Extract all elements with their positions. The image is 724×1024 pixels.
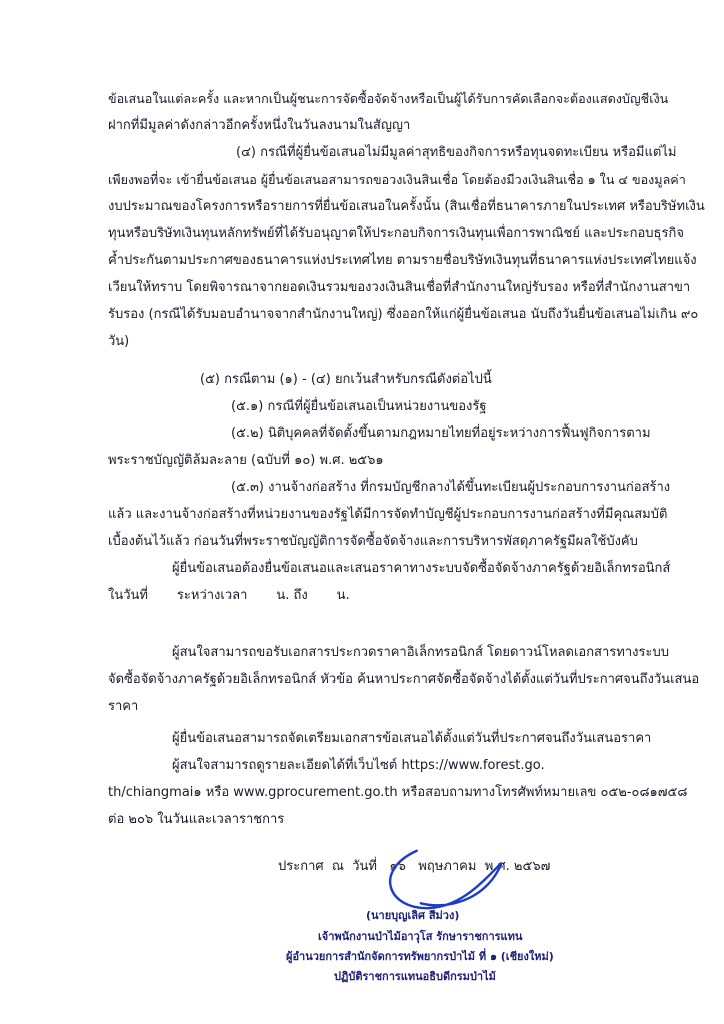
text-line: จัดซื้อจัดจ้างภาครัฐด้วยอิเล็กทรอนิกส์ หัวข้อ ค้นหาประกาศจัดซื้อจัดจ้างได้ตั้งแต่วันที่ประกาศจนถึงวันเสนอ	[108, 672, 700, 687]
text-line: วัน)	[108, 334, 130, 349]
text-line: (๕.๒) นิติบุคคลที่จัดตั้งขึ้นตามกฎหมายไทยที่อยู่ระหว่างการฟื้นฟูกิจการตาม	[231, 426, 651, 441]
signatory-name: (นายบุญเลิศ สีม่วง)	[366, 909, 460, 922]
text-line: ข้อเสนอในแต่ละครั้ง และหากเป็นผู้ชนะการจัดซื้อจัดจ้างหรือเป็นผู้ได้รับการคัดเลือกจะต้องแสดงบัญชีเงิน	[108, 91, 669, 106]
text-line: ต่อ ๒๐๖ ในวันและเวลาราชการ	[108, 812, 285, 827]
text-line: ผู้สนใจสามารถดูรายละเอียดได้ที่เว็บไซต์ https://www.forest.go.	[172, 758, 545, 773]
text-line: แล้ว และงานจ้างก่อสร้างที่หน่วยงานของรัฐได้มีการจัดทำบัญชีผู้ประกอบการงานก่อสร้างที่มีคุณสมบัติ	[108, 507, 668, 522]
text-line: เวียนให้ทราบ โดยพิจารณาจากยอดเงินรวมของวงเงินสินเชื่อที่สำนักงานใหญ่รับรอง หรือที่สำนักงานสาขา	[108, 280, 691, 295]
text-line: (๕.๑) กรณีที่ผู้ยื่นข้อเสนอเป็นหน่วยงานของรัฐ	[231, 399, 487, 414]
text-line: งบประมาณของโครงการหรือรายการที่ยื่นข้อเสนอในครั้งนั้น (สินเชื่อที่ธนาคารภายในประเทศ หรือบริษัทเงิน	[108, 199, 705, 214]
text-line: ราคา	[108, 699, 139, 714]
text-line: th/chiangmai๑ หรือ www.gprocurement.go.th หรือสอบถามทางโทรศัพท์หมายเลข ๐๕๒-๐๘๑๗๕๘	[108, 785, 688, 800]
text-line: (๕) กรณีตาม (๑) - (๔) ยกเว้นสำหรับกรณีดังต่อไปนี้	[200, 372, 492, 387]
text-line: ผู้ยื่นข้อเสนอต้องยื่นข้อเสนอและเสนอราคาทางระบบจัดซื้อจัดจ้างภาครัฐด้วยอิเล็กทรอนิกส์	[172, 561, 671, 576]
signatory-title: เจ้าพนักงานป่าไม้อาวุโส รักษาราชการแทน	[318, 930, 523, 943]
signature-mark	[340, 835, 550, 915]
text-line: พระราชบัญญัติล้มละลาย (ฉบับที่ ๑๐) พ.ศ. ๒๕๖๑	[108, 453, 384, 468]
text-line: ในวันที่ ระหว่างเวลา น. ถึง น.	[108, 588, 350, 603]
text-line: เบื้องต้นไว้แล้ว ก่อนวันที่พระราชบัญญัติการจัดซื้อจัดจ้างและการบริหารพัสดุภาครัฐมีผลใช้บังคับ	[108, 534, 638, 549]
text-line: เพียงพอที่จะ เข้ายื่นข้อเสนอ ผู้ยื่นข้อเสนอสามารถขอวงเงินสินเชื่อ โดยต้องมีวงเงินสินเชื่อ ๑ ใน ๔ ของมูลค่า	[108, 172, 686, 187]
text-line: ผู้ยื่นข้อเสนอสามารถจัดเตรียมเอกสารข้อเสนอได้ตั้งแต่วันที่ประกาศจนถึงวันเสนอราคา	[172, 731, 652, 746]
signatory-acting: ปฏิบัติราชการแทนอธิบดีกรมป่าไม้	[334, 970, 496, 983]
text-line: ฝากที่มีมูลค่าดังกล่าวอีกครั้งหนึ่งในวันลงนามในสัญญา	[108, 118, 411, 133]
text-line: รับรอง (กรณีได้รับมอบอำนาจจากสำนักงานใหญ่) ซึ่งออกให้แก่ผู้ยื่นข้อเสนอ นับถึงวันยื่นข้อเสนอไม่เกิน ๙๐	[108, 307, 699, 322]
signatory-office: ผู้อำนวยการสำนักจัดการทรัพยากรป่าไม้ ที่ ๑ (เชียงใหม่)	[286, 950, 554, 963]
text-line: ค้ำประกันตามประกาศของธนาคารแห่งประเทศไทย ตามรายชื่อบริษัทเงินทุนที่ธนาคารแห่งประเทศไทยแจ้ง	[108, 253, 697, 268]
text-line: (๔) กรณีที่ผู้ยื่นข้อเสนอไม่มีมูลค่าสุทธิของกิจการหรือทุนจดทะเบียน หรือมีแต่ไม่	[236, 145, 677, 160]
announcement-date: ประกาศ ณ วันที่ ๑๖ พฤษภาคม พ.ศ. ๒๕๖๗	[278, 859, 551, 874]
text-line: ทุนหรือบริษัทเงินทุนหลักทรัพย์ที่ได้รับอนุญาตให้ประกอบกิจการเงินทุนเพื่อการพาณิชย์ และประกอบธุรกิจ	[108, 226, 684, 241]
text-line: (๕.๓) งานจ้างก่อสร้าง ที่กรมบัญชีกลางได้ขึ้นทะเบียนผู้ประกอบการงานก่อสร้าง	[231, 480, 671, 495]
text-line: ผู้สนใจสามารถขอรับเอกสารประกวดราคาอิเล็กทรอนิกส์ โดยดาวน์โหลดเอกสารทางระบบ	[172, 645, 669, 660]
